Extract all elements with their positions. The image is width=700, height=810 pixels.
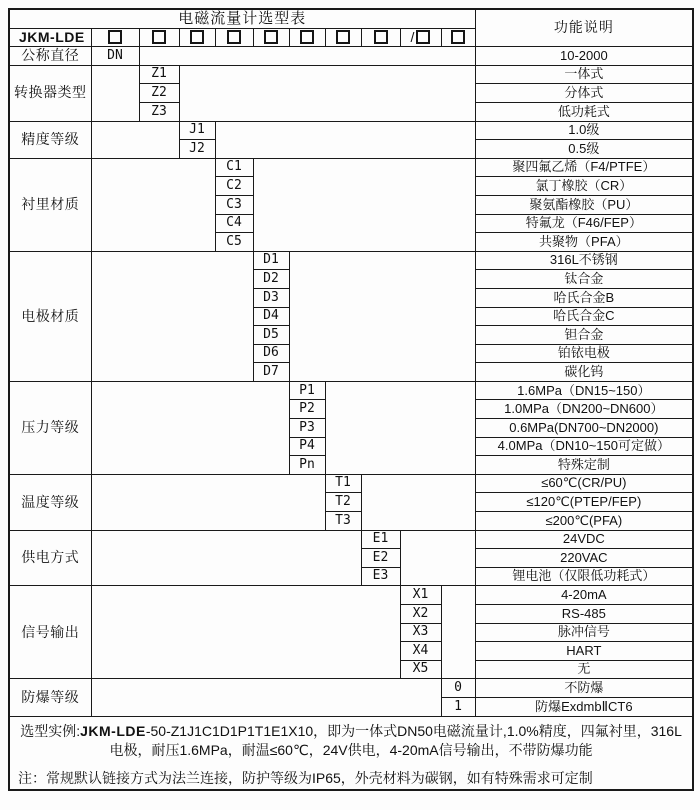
code-cell: X2 <box>400 605 441 624</box>
model-prefix: JKM-LDE <box>9 28 91 47</box>
selection-table <box>8 8 694 791</box>
description-cell: 特殊定制 <box>475 456 693 475</box>
description-cell: 不防爆 <box>475 679 693 698</box>
code-cell: X1 <box>400 586 441 605</box>
description-cell: 0.6MPa(DN700~DN2000) <box>475 419 693 438</box>
code-cell: X5 <box>400 660 441 679</box>
description-cell: ≤200℃(PFA) <box>475 512 693 531</box>
description-cell: 聚四氟乙烯（F4/PTFE） <box>475 158 693 177</box>
spacer-cell <box>91 121 179 158</box>
code-cell: D1 <box>253 251 289 270</box>
spacer-cell <box>361 474 475 530</box>
model-checkbox-cell <box>91 28 139 47</box>
code-cell: D7 <box>253 363 289 382</box>
description-cell: 24VDC <box>475 530 693 549</box>
code-cell: D4 <box>253 307 289 326</box>
example-text: -50-Z1J1C1D1P1T1E1X10，即为一体式DN50电磁流量计,1.0%精度，四氟衬里，316L电极，耐压1.6MPa，耐温≤60℃，24V供电，4-20mA信号输出，不带防爆功能 <box>109 722 682 759</box>
slash-separator: / <box>410 28 415 45</box>
description-cell: 220VAC <box>475 549 693 568</box>
description-cell: HART <box>475 642 693 661</box>
description-cell: 316L不锈钢 <box>475 251 693 270</box>
code-cell: D3 <box>253 288 289 307</box>
description-cell: 1.0MPa（DN200~DN600） <box>475 400 693 419</box>
spacer-cell <box>91 65 139 121</box>
model-checkbox-cell <box>289 28 325 47</box>
spacer-cell <box>253 158 475 251</box>
code-cell: P3 <box>289 419 325 438</box>
description-cell: 0.5级 <box>475 140 693 159</box>
description-cell: 碳化钨 <box>475 363 693 382</box>
model-checkbox-cell <box>441 28 475 47</box>
description-cell: 哈氏合金C <box>475 307 693 326</box>
description-cell: RS-485 <box>475 605 693 624</box>
code-cell: P2 <box>289 400 325 419</box>
spacer-cell <box>91 474 325 530</box>
model-checkbox-cell <box>139 28 179 47</box>
label-pressure-rating: 压力等级 <box>9 381 91 474</box>
note-text: 注：常规默认链接方式为法兰连接，防护等级为IP65，外壳材料为碳钢，如有特殊需求可定制 <box>18 769 593 786</box>
code-cell: P4 <box>289 437 325 456</box>
spacer-cell <box>441 586 475 679</box>
description-cell: 钽合金 <box>475 326 693 345</box>
code-cell: T2 <box>325 493 361 512</box>
code-cell: T1 <box>325 474 361 493</box>
description-cell: 低功耗式 <box>475 102 693 121</box>
description-cell: 脉冲信号 <box>475 623 693 642</box>
checkbox-icon <box>108 30 122 44</box>
checkbox-icon <box>451 30 465 44</box>
code-cell: P1 <box>289 381 325 400</box>
code-cell: 0 <box>441 679 475 698</box>
spacer-cell <box>91 530 361 586</box>
code-cell: DN <box>91 47 139 66</box>
function-column-header: 功能说明 <box>475 9 693 47</box>
description-cell: 无 <box>475 660 693 679</box>
label-electrode-material: 电极材质 <box>9 251 91 381</box>
code-cell: Pn <box>289 456 325 475</box>
description-cell: 氯丁橡胶（CR） <box>475 177 693 196</box>
description-cell: 防爆ExdmbⅡCT6 <box>475 697 693 716</box>
description-cell: 10-2000 <box>475 47 693 66</box>
code-cell: Z1 <box>139 65 179 84</box>
description-cell: 聚氨酯橡胶（PU） <box>475 195 693 214</box>
code-cell: 1 <box>441 697 475 716</box>
spacer-cell <box>91 586 400 679</box>
code-cell: C5 <box>215 233 253 252</box>
checkbox-icon <box>152 30 166 44</box>
table-title: 电磁流量计选型表 <box>9 9 475 28</box>
selection-example <box>18 722 684 761</box>
spacer-cell <box>215 121 475 158</box>
example-label: 选型实例: <box>20 722 81 739</box>
label-nominal-diameter: 公称直径 <box>9 47 91 66</box>
checkbox-icon <box>227 30 241 44</box>
checkbox-icon <box>264 30 278 44</box>
code-cell: C2 <box>215 177 253 196</box>
checkbox-icon <box>190 30 204 44</box>
spacer-cell <box>139 47 475 66</box>
description-cell: ≤120℃(PTEP/FEP) <box>475 493 693 512</box>
checkbox-icon <box>416 30 430 44</box>
spacer-cell <box>325 381 475 474</box>
label-explosion-proof: 防爆等级 <box>9 679 91 716</box>
example-model: JKM-LDE <box>80 722 146 739</box>
description-cell: 1.6MPa（DN15~150） <box>475 381 693 400</box>
description-cell: 特氟龙（F46/FEP） <box>475 214 693 233</box>
model-checkbox-cell <box>253 28 289 47</box>
spacer-cell <box>400 530 475 586</box>
code-cell: Z2 <box>139 84 179 103</box>
code-cell: X4 <box>400 642 441 661</box>
code-cell: C4 <box>215 214 253 233</box>
checkbox-icon <box>374 30 388 44</box>
description-cell: 锂电池（仅限低功耗式） <box>475 567 693 586</box>
description-cell: 4.0MPa（DN10~150可定做） <box>475 437 693 456</box>
model-checkbox-cell <box>325 28 361 47</box>
code-cell: E2 <box>361 549 400 568</box>
code-cell: D6 <box>253 344 289 363</box>
description-cell: 1.0级 <box>475 121 693 140</box>
code-cell: E3 <box>361 567 400 586</box>
code-cell: C3 <box>215 195 253 214</box>
code-cell: D2 <box>253 270 289 289</box>
code-cell: X3 <box>400 623 441 642</box>
code-cell: T3 <box>325 512 361 531</box>
code-cell: C1 <box>215 158 253 177</box>
model-checkbox-cell <box>215 28 253 47</box>
description-cell: 哈氏合金B <box>475 288 693 307</box>
label-signal-output: 信号输出 <box>9 586 91 679</box>
label-accuracy-class: 精度等级 <box>9 121 91 158</box>
label-power-supply: 供电方式 <box>9 530 91 586</box>
spacer-cell <box>91 679 441 716</box>
code-cell: J2 <box>179 140 215 159</box>
spacer-cell <box>179 65 475 121</box>
code-cell: E1 <box>361 530 400 549</box>
model-checkbox-cell <box>179 28 215 47</box>
description-cell: ≤60℃(CR/PU) <box>475 474 693 493</box>
description-cell: 钛合金 <box>475 270 693 289</box>
description-cell: 铂铱电极 <box>475 344 693 363</box>
spacer-cell <box>91 381 289 474</box>
spacer-cell <box>289 251 475 381</box>
code-cell: D5 <box>253 326 289 345</box>
code-cell: Z3 <box>139 102 179 121</box>
code-cell: J1 <box>179 121 215 140</box>
description-cell: 一体式 <box>475 65 693 84</box>
label-temperature-rating: 温度等级 <box>9 474 91 530</box>
description-cell: 4-20mA <box>475 586 693 605</box>
label-converter-type: 转换器类型 <box>9 65 91 121</box>
footer-cell <box>9 716 693 790</box>
label-liner-material: 衬里材质 <box>9 158 91 251</box>
description-cell: 分体式 <box>475 84 693 103</box>
model-checkbox-cell <box>400 28 441 47</box>
checkbox-icon <box>300 30 314 44</box>
spacer-cell <box>91 251 253 381</box>
checkbox-icon <box>336 30 350 44</box>
spacer-cell <box>91 158 215 251</box>
description-cell: 共聚物（PFA） <box>475 233 693 252</box>
model-checkbox-cell <box>361 28 400 47</box>
